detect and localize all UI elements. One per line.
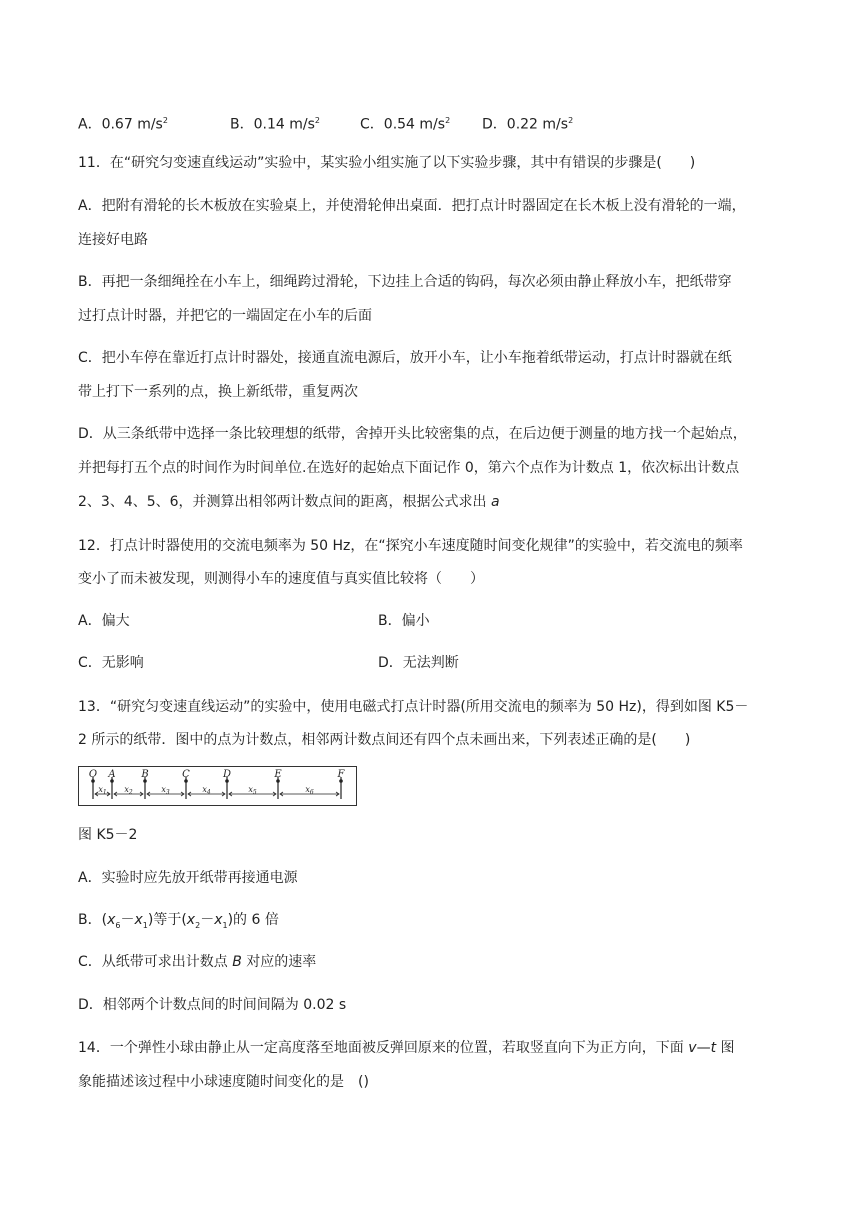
q11-option-b-line1[interactable]: B．再把一条细绳拴在小车上，细绳跨过滑轮，下边挂上合适的钩码，每次必须由静止释放小车，把纸带穿 <box>78 274 732 290</box>
paper-tape-figure <box>78 766 357 806</box>
tape-segment-label-x5: $x_5$ <box>248 785 257 796</box>
q10-option-d[interactable]: D．0.22 $m/s^2$ <box>482 116 574 133</box>
q11-option-a-line1[interactable]: A．把附有滑轮的长木板放在实验桌上，并使滑轮伸出桌面．把打点计时器固定在长木板上没有滑轮的一端， <box>78 198 746 214</box>
figure-caption: 图 K5－2 <box>78 827 138 843</box>
variable-a: a <box>491 494 500 510</box>
q12-stem-line1: 12．打点计时器使用的交流电频率为 50 Hz，在“探究小车速度随时间变化规律”的实验中，若交流电的频率 <box>78 538 743 554</box>
q13-option-a[interactable]: A．实验时应先放开纸带再接通电源 <box>78 870 298 886</box>
q10-option-c[interactable]: C．0.54 $m/s^2$ <box>360 116 451 133</box>
q11-option-a-line2[interactable]: 连接好电路 <box>78 232 148 248</box>
q12-options-row1 <box>78 611 798 631</box>
q11-option-c-line2[interactable]: 带上打下一系列的点，换上新纸带，重复两次 <box>78 384 358 400</box>
q14-stem-line1: 14．一个弹性小球由静止从一定高度落至地面被反弹回原来的位置，若取竖直向下为正方向，下面 v—t 图 <box>78 1040 735 1056</box>
tape-segment-label-x2: $x_2$ <box>124 785 133 796</box>
tape-segment-label-x6: $x_6$ <box>305 785 314 796</box>
paper-tape-svg <box>79 767 356 805</box>
q12-option-a[interactable]: A．偏大 <box>78 613 130 629</box>
q13-stem-line1: 13．“研究匀变速直线运动”的实验中，使用电磁式打点计时器(所用交流电的频率为 50 Hz)，得到如图 K5－ <box>78 699 749 715</box>
tape-segment-label-x1: $x_1$ <box>98 785 107 796</box>
q13-option-b[interactable]: B．$(x_6-x_1)$等于$(x_2-x_1)$的 6 倍 <box>78 912 279 930</box>
q11-option-c-line1[interactable]: C．把小车停在靠近打点计时器处，接通直流电源后，放开小车，让小车拖着纸带运动，打点计时器就在纸 <box>78 350 732 366</box>
q11-option-d-line2[interactable]: 并把每打五个点的时间作为时间单位.在选好的起始点下面记作 0，第六个点作为计数点 1，依次标出计数点 <box>78 460 740 476</box>
q10-option-b[interactable]: B．0.14 $m/s^2$ <box>230 116 320 133</box>
q13-stem-line2: 2 所示的纸带．图中的点为计数点，相邻两计数点间还有四个点未画出来，下列表述正确的是( ) <box>78 732 691 748</box>
tape-point-label-f: F <box>337 769 345 780</box>
q12-option-c[interactable]: C．无影响 <box>78 655 144 671</box>
q12-stem-line2: 变小了而未被发现，则测得小车的速度值与真实值比较将（ ） <box>78 571 484 587</box>
tape-point-label-o: O <box>88 769 98 780</box>
q14-stem-line2: 象能描述该过程中小球速度随时间变化的是 () <box>78 1074 369 1090</box>
tape-point-label-a: A <box>108 769 116 780</box>
tape-segment-label-x4: $x_4$ <box>202 785 211 796</box>
tape-segment-label-x3: $x_3$ <box>161 785 170 796</box>
tape-point-label-e: E <box>274 769 282 780</box>
q12-option-b[interactable]: B．偏小 <box>378 613 430 629</box>
tape-point-label-d: D <box>222 769 232 780</box>
q11-option-d-line3[interactable]: 2、3、4、5、6，并测算出相邻两计数点间的距离，根据公式求出 a <box>78 494 500 510</box>
tape-point-label-c: C <box>182 769 190 780</box>
q13-option-d[interactable]: D．相邻两个计数点间的时间间隔为 0.02 s <box>78 997 347 1013</box>
q10-option-a[interactable]: A．0.67 $m/s^2$ <box>78 116 168 133</box>
q12-options-row2 <box>78 653 798 673</box>
q13-option-c[interactable]: C．从纸带可求出计数点 B 对应的速率 <box>78 954 317 970</box>
q11-option-b-line2[interactable]: 过打点计时器，并把它的一端固定在小车的后面 <box>78 308 372 324</box>
q11-stem: 11．在“研究匀变速直线运动”实验中，某实验小组实施了以下实验步骤，其中有错误的步骤是( ) <box>78 155 696 171</box>
q10-options <box>78 111 798 131</box>
tape-point-label-b: B <box>141 769 149 780</box>
q12-option-d[interactable]: D．无法判断 <box>378 655 459 671</box>
q11-option-d-line1[interactable]: D．从三条纸带中选择一条比较理想的纸带，舍掉开头比较密集的点，在后边便于测量的地方找一个起始点， <box>78 426 747 442</box>
